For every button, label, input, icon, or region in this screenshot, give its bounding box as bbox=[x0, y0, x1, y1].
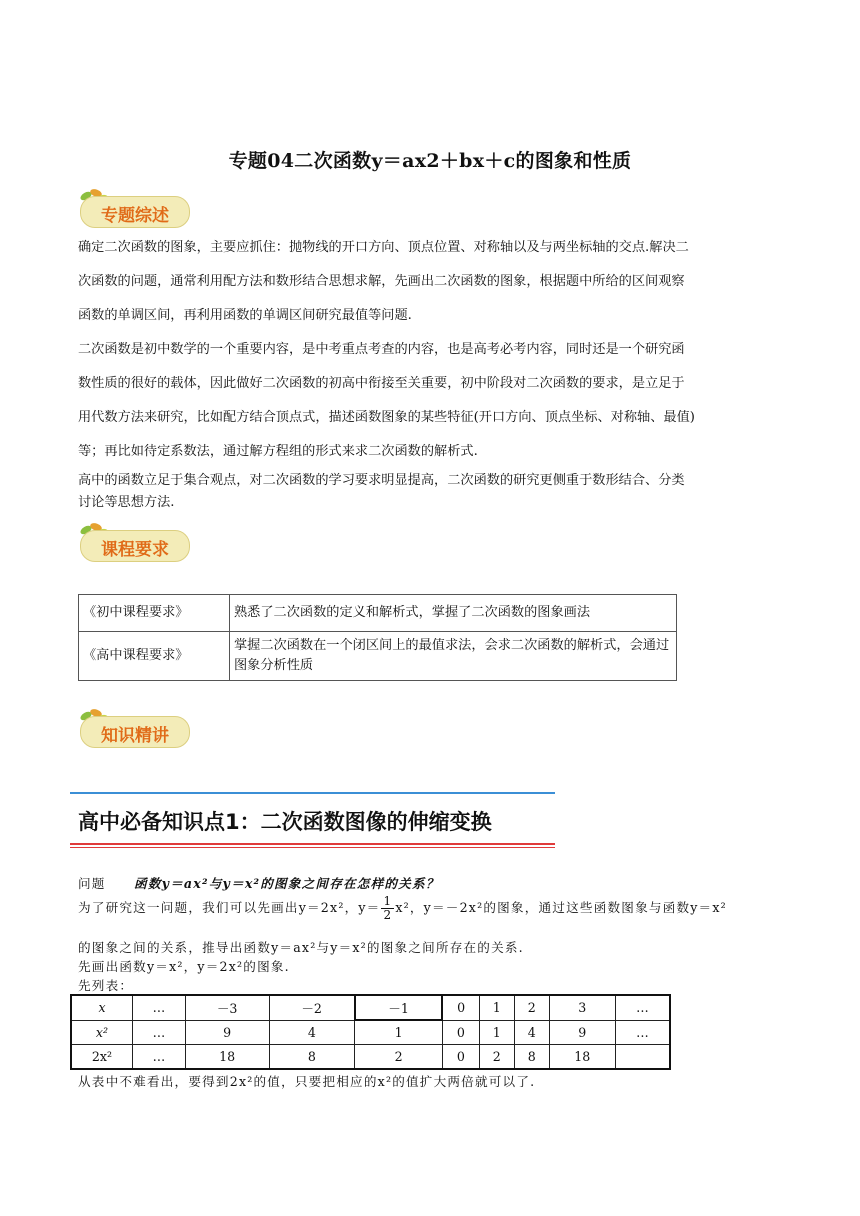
text-line: 函数的单调区间，再利用函数的单调区间研究最值等问题. bbox=[78, 308, 412, 323]
value-table bbox=[70, 994, 671, 1070]
row-header: x² bbox=[71, 1020, 133, 1045]
table-cell: 1 bbox=[479, 1020, 514, 1045]
table-cell: 9 bbox=[185, 1020, 269, 1045]
text-line: 等；再比如待定系数法，通过解方程组的形式来求二次函数的解析式. bbox=[78, 444, 478, 459]
requirement-desc: 熟悉了二次函数的定义和解析式，掌握了二次函数的图象画法 bbox=[230, 595, 677, 632]
table-row bbox=[71, 995, 670, 1020]
page-title: 专题04二次函数y＝ax2＋bx＋c的图象和性质 bbox=[228, 150, 632, 172]
table-cell: 0 bbox=[442, 995, 479, 1020]
fraction-numerator: 1 bbox=[383, 894, 393, 908]
table-cell: 1 bbox=[479, 995, 514, 1020]
text-segment: x²，y＝－2x²的图象，通过这些函数图象与函数y＝x² bbox=[395, 900, 727, 915]
text-line: 确定二次函数的图象，主要应抓住：抛物线的开口方向、顶点位置、对称轴以及与两坐标轴的交点.解决二 bbox=[78, 240, 689, 255]
table-cell: －2 bbox=[269, 995, 355, 1020]
overview-paragraph-1 bbox=[78, 231, 784, 333]
row-header: x bbox=[71, 995, 133, 1020]
heading-rule-bottom bbox=[70, 843, 555, 845]
section-label-course: 课程要求 bbox=[101, 540, 169, 560]
explanation-line-1 bbox=[78, 895, 727, 922]
table-cell: 2 bbox=[355, 1045, 443, 1070]
table-row bbox=[71, 1020, 670, 1045]
section-badge-course bbox=[76, 518, 192, 562]
overview-paragraph-2 bbox=[78, 333, 784, 469]
question-text: 函数y＝ax²与y＝x²的图象之间存在怎样的关系？ bbox=[134, 876, 440, 891]
question-label: 问题 bbox=[78, 876, 106, 891]
question-line bbox=[78, 873, 440, 892]
explanation-line-3: 先画出函数y＝x²，y＝2x²的图象. bbox=[78, 959, 290, 974]
explanation-line-4: 先列表： bbox=[78, 978, 134, 993]
table-cell: －1 bbox=[355, 995, 443, 1020]
section-badge-knowledge bbox=[76, 704, 192, 748]
requirement-name: 《高中课程要求》 bbox=[79, 632, 230, 681]
table-row bbox=[79, 595, 677, 632]
heading-rule-bottom-thin bbox=[70, 847, 555, 848]
table-cell: … bbox=[615, 1020, 670, 1045]
section-label-overview: 专题综述 bbox=[101, 206, 169, 226]
row-header: 2x² bbox=[71, 1045, 133, 1070]
text-segment: 为了研究这一问题，我们可以先画出y＝2x²，y＝ bbox=[78, 900, 381, 915]
table-cell: … bbox=[133, 1045, 186, 1070]
table-cell: … bbox=[615, 995, 670, 1020]
table-cell: 0 bbox=[442, 1045, 479, 1070]
requirement-name: 《初中课程要求》 bbox=[79, 595, 230, 632]
section-label-knowledge: 知识精讲 bbox=[101, 726, 169, 746]
table-cell: 18 bbox=[549, 1045, 615, 1070]
table-cell: 2 bbox=[479, 1045, 514, 1070]
table-cell: 4 bbox=[514, 1020, 549, 1045]
conclusion-line: 从表中不难看出，要得到2x²的值，只要把相应的x²的值扩大两倍就可以了. bbox=[78, 1074, 536, 1089]
table-cell: … bbox=[133, 995, 186, 1020]
text-line: 数性质的很好的载体，因此做好二次函数的初高中衔接至关重要，初中阶段对二次函数的要求，是立足于 bbox=[78, 376, 685, 391]
table-cell: 9 bbox=[549, 1020, 615, 1045]
table-cell: 4 bbox=[269, 1020, 355, 1045]
fraction-one-half bbox=[381, 895, 394, 922]
text-line: 高中的函数立足于集合观点，对二次函数的学习要求明显提高，二次函数的研究更侧重于数形结合、分类 bbox=[78, 473, 685, 488]
table-cell bbox=[615, 1045, 670, 1070]
table-cell: 18 bbox=[185, 1045, 269, 1070]
table-cell: 0 bbox=[442, 1020, 479, 1045]
section-badge-overview bbox=[76, 184, 192, 228]
text-line: 讨论等思想方法. bbox=[78, 495, 175, 510]
table-cell: 3 bbox=[549, 995, 615, 1020]
text-line: 次函数的问题，通常利用配方法和数形结合思想求解，先画出二次函数的图象，根据题中所给的区间观察 bbox=[78, 274, 685, 289]
text-line: 二次函数是初中数学的一个重要内容，是中考重点考查的内容，也是高考必考内容，同时还是一个研究函 bbox=[78, 342, 685, 357]
overview-paragraph-3 bbox=[78, 470, 784, 514]
table-cell: 2 bbox=[514, 995, 549, 1020]
table-row bbox=[71, 1045, 670, 1070]
table-cell: 8 bbox=[514, 1045, 549, 1070]
explanation-line-2: 的图象之间的关系，推导出函数y＝ax²与y＝x²的图象之间所存在的关系. bbox=[78, 940, 524, 955]
text-line: 用代数方法来研究，比如配方结合顶点式，描述函数图象的某些特征(开口方向、顶点坐标、对称轴、最值) bbox=[78, 410, 695, 425]
table-cell: 8 bbox=[269, 1045, 355, 1070]
table-cell: 1 bbox=[355, 1020, 443, 1045]
table-cell: －3 bbox=[185, 995, 269, 1020]
table-row bbox=[79, 632, 677, 681]
requirement-desc: 掌握二次函数在一个闭区间上的最值求法，会求二次函数的解析式，会通过图象分析性质 bbox=[230, 632, 677, 681]
course-requirements-table bbox=[78, 594, 677, 681]
heading-rule-top bbox=[70, 792, 555, 794]
table-cell: … bbox=[133, 1020, 186, 1045]
knowledge-point-title: 高中必备知识点1：二次函数图像的伸缩变换 bbox=[78, 810, 492, 834]
fraction-denominator: 2 bbox=[383, 908, 393, 922]
